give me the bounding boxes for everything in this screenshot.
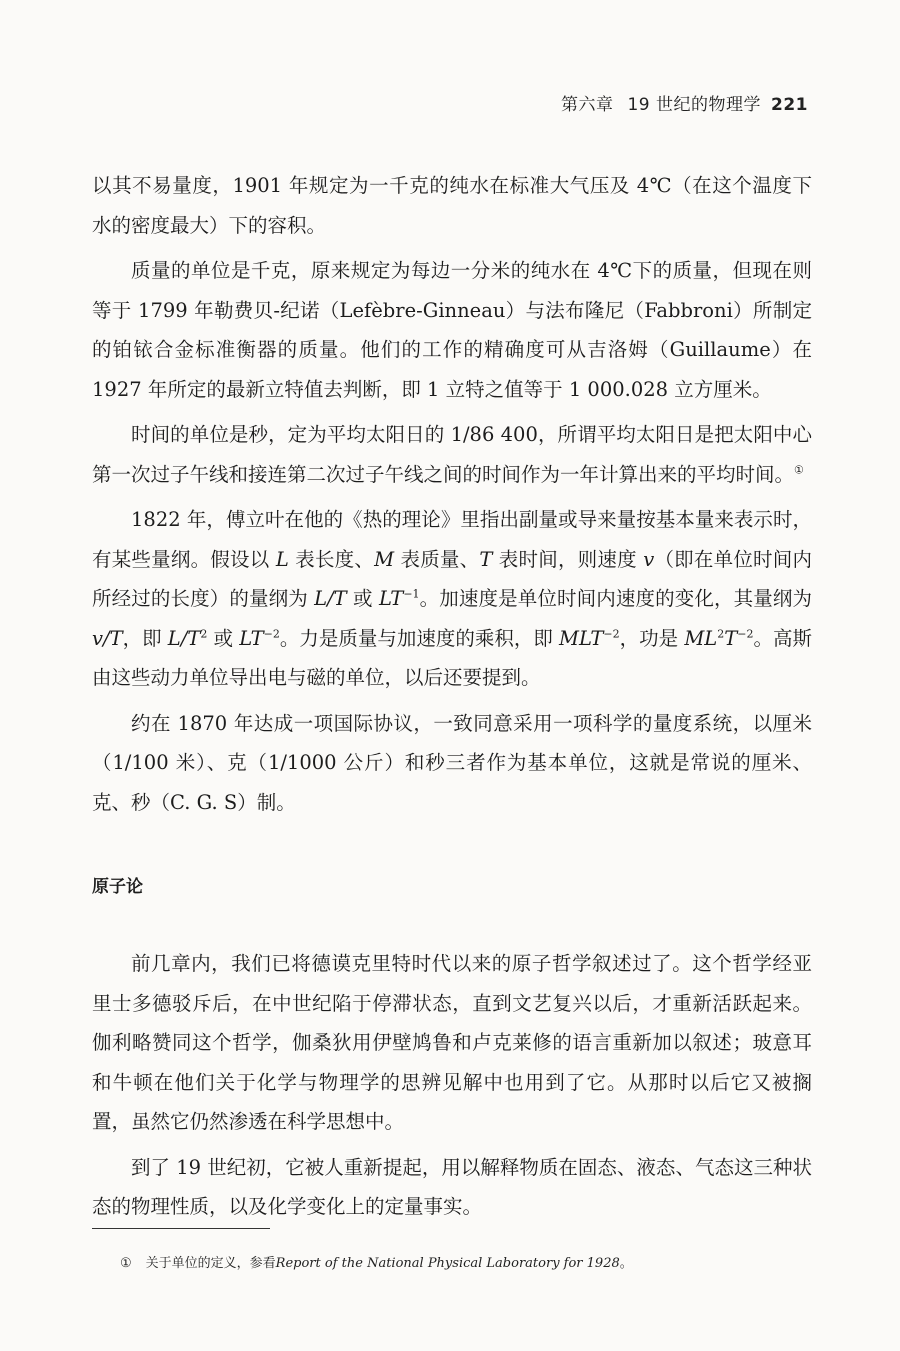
footnote-divider: [92, 1228, 270, 1229]
text-run: 。高斯由这些动力单位导出电与磁的单位，以后还要提到。: [92, 626, 812, 689]
formula: LT: [378, 587, 404, 610]
exponent: 2: [200, 627, 208, 640]
paragraph: [92, 415, 812, 494]
footnote-text: 关于单位的定义，参看: [145, 1256, 276, 1271]
paragraph: 质量的单位是千克，原来规定为每边一分米的纯水在 4℃下的质量，但现在则等于 1799 年勒费贝-纪诺（Lefèbre-Ginneau）与法布隆尼（Fabbroni）所制定的铂铱合金标准衡器的质量。他们的工作的精确度可从吉洛姆（Guillaume）在 1927 年所定的最新立特值去判断，即 1 立特之值等于 1 000.028 立方厘米。: [92, 259, 812, 401]
text-run: （即在单位时间内所经过的长度）的量纲为: [92, 547, 812, 610]
formula: v/T: [92, 626, 123, 650]
formula: T: [724, 626, 738, 650]
exponent: −2: [263, 627, 280, 640]
footnote-reference: Report of the National Physical Laboratory for 1928: [275, 1256, 620, 1271]
paragraph: 以其不易量度，1901 年规定为一千克的纯水在标准大气压及 4℃（在这个温度下水的密度最大）下的容积。: [92, 174, 812, 237]
symbol-L: L: [275, 547, 289, 571]
text-run: ，功是: [619, 626, 685, 650]
section-heading: 原子论: [92, 877, 143, 897]
formula: ML: [684, 626, 718, 650]
formula: LT: [239, 626, 264, 650]
paragraph: 约在 1870 年达成一项国际协议，一致同意采用一项科学的量度系统，以厘米（1/100 米）、克（1/1000 公斤）和秒三者作为基本单位，这就是常说的厘米、克、秒（C. G. S）制。: [92, 711, 812, 814]
text-run: 。力是质量与加速度的乘积，即: [279, 626, 560, 650]
dimension-paragraph: [92, 500, 812, 698]
exponent: −1: [403, 587, 420, 601]
page-number: 221: [771, 95, 808, 115]
chapter-title: 19 世纪的物理学: [627, 95, 761, 115]
text-run: 表质量、: [394, 547, 480, 571]
exponent: −2: [737, 627, 754, 640]
paragraph: 到了 19 世纪初，它被人重新提起，用以解释物质在固态、液态、气态这三种状态的物理性质，以及化学变化上的定量事实。: [92, 1155, 812, 1218]
exponent: 2: [717, 627, 725, 640]
footnote-mark: ①: [120, 1256, 132, 1271]
text-run: 1822 年，傅立叶在他的《热的理论》里指出副量或导来量按基本量来表示时，有某些量纲。假设以: [92, 508, 812, 571]
footnote-end: 。: [619, 1256, 633, 1271]
text-run: 或: [207, 626, 240, 650]
exponent: −2: [603, 627, 620, 640]
text-run: 表长度、: [288, 547, 375, 571]
footnote-marker: ①: [794, 463, 804, 476]
text-run: 表时间，则速度: [492, 547, 644, 571]
formula: L/T: [314, 587, 347, 610]
symbol-T: T: [479, 547, 493, 571]
symbol-v: v: [643, 547, 655, 571]
text-run: 或: [346, 587, 379, 610]
formula: MLT: [559, 626, 604, 650]
section-text: [92, 944, 812, 1233]
running-header: [561, 90, 808, 115]
paragraph: 前几章内，我们已将德谟克里特时代以来的原子哲学叙述过了。这个哲学经亚里士多德驳斥后，在中世纪陷于停滞状态，直到文艺复兴以后，才重新活跃起来。伽利略赞同这个哲学，伽桑狄用伊壁鸠鲁和卢克莱修的语言重新加以叙述；玻意耳和牛顿在他们关于化学与物理学的思辨见解中也用到了它。从那时以后它又被搁置，虽然它仍然渗透在科学思想中。: [92, 952, 812, 1133]
text-run: 。加速度是单位时间内速度的变化，其量纲为: [419, 587, 812, 610]
text-run: ，即: [122, 626, 168, 650]
formula: L/T: [167, 626, 201, 650]
paragraph-text: 时间的单位是秒，定为平均太阳日的 1/86 400，所谓平均太阳日是把太阳中心第一次过子午线和接连第二次过子午线之间的时间作为一年计算出来的平均时间。: [92, 423, 812, 486]
chapter-label: 第六章: [560, 95, 614, 115]
symbol-M: M: [374, 547, 395, 571]
footnote: [120, 1252, 633, 1271]
main-text: [92, 166, 812, 828]
